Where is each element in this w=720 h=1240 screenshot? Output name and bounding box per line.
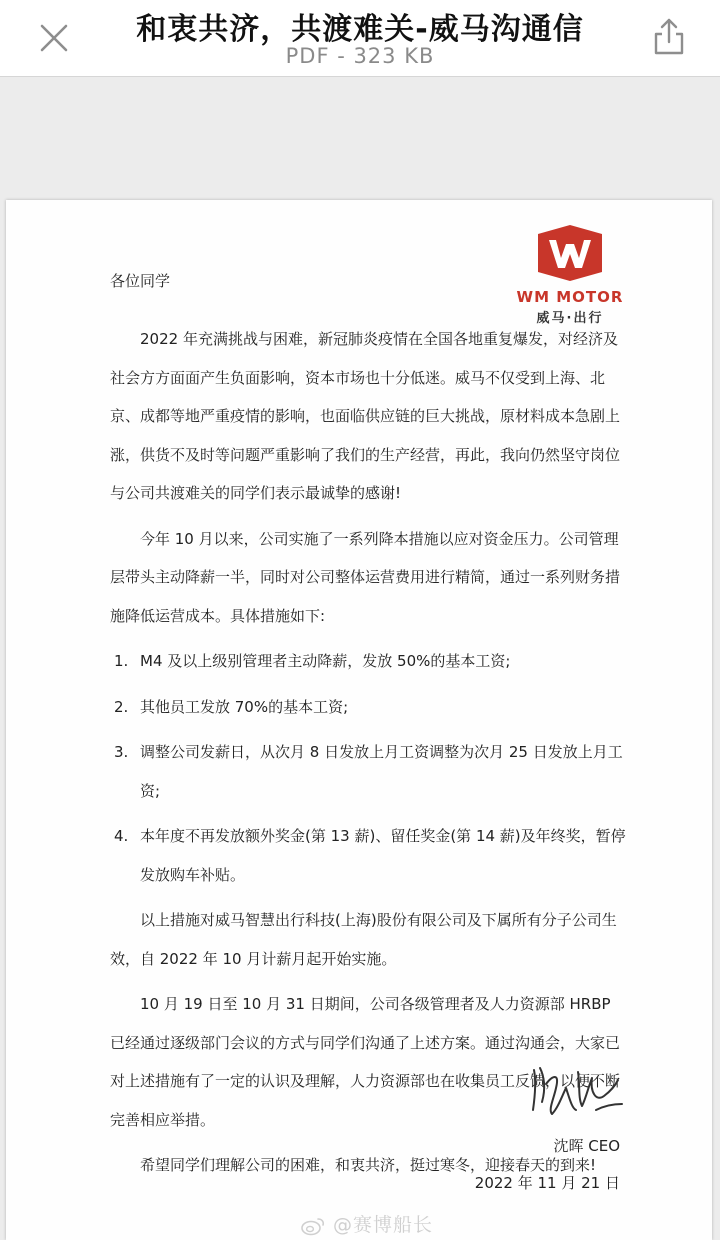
list-number: 4. <box>114 827 129 845</box>
logo-brand-text: WM MOTOR <box>516 288 624 306</box>
share-button[interactable] <box>652 16 686 56</box>
letter-paragraph: 希望同学们理解公司的困难，和衷共济，挺过寒冬，迎接春天的到来! <box>140 1156 597 1174</box>
letter-date: 2022 年 11 月 21 日 <box>474 1174 620 1192</box>
weibo-icon <box>300 1216 326 1236</box>
list-number: 1. <box>114 652 129 670</box>
letter-paragraph: 2022 年充满挑战与困难，新冠肺炎疫情在全国各地重复爆发，对经济及社会方方面面产生负面影响，资本市场也十分低迷。威马不仅受到上海、北京、成都等地严重疫情的影响，也面临供应链的巨大挑战，原材料成本急剧上涨，供货不及时等问题严重影响了我们的生产经营，再此，我向仍然坚守岗位与公司共渡难关的同学们表示最诚挚的感谢! <box>110 330 621 502</box>
measure-list-item <box>110 642 630 681</box>
share-icon <box>652 16 686 56</box>
letter-paragraph: 10 月 19 日至 10 月 31 日期间，公司各级管理者及人力资源部 HRBP 已经通过逐级部门会议的方式与同学们沟通了上述方案。通过沟通会，大家已对上述措施有了一定的认识及理解，人力资源部也在收集员工反馈，以便不断完善相应举措。 <box>110 995 621 1129</box>
company-logo <box>510 224 630 326</box>
handwritten-signature <box>526 1058 626 1122</box>
list-text: 本年度不再发放额外奖金(第 13 薪)、留任奖金(第 14 薪)及年终奖，暂停发放购车补贴。 <box>140 827 626 884</box>
document-title: 和衷共济，共渡难关-威马沟通信 <box>136 12 584 47</box>
watermark <box>300 1210 433 1237</box>
list-number: 2. <box>114 697 129 716</box>
top-bar <box>0 0 720 77</box>
logo-tagline: 威马·出行 <box>536 311 604 326</box>
letter-paragraph: 以上措施对威马智慧出行科技(上海)股份有限公司及下属所有分子公司生效，自 2022 年 10 月计薪月起开始实施。 <box>110 911 617 968</box>
measure-list-item <box>110 688 630 727</box>
close-button[interactable] <box>36 20 72 56</box>
list-number: 3. <box>114 743 129 761</box>
list-text: 其他员工发放 70%的基本工资; <box>140 697 349 716</box>
close-icon <box>36 20 72 56</box>
list-text: 调整公司发薪日，从次月 8 日发放上月工资调整为次月 25 日发放上月工资; <box>140 743 623 800</box>
signer-name: 沈晖 CEO <box>553 1137 620 1155</box>
document-file-info: PDF - 323 KB <box>285 44 435 68</box>
letter-salutation: 各位同学 <box>110 272 171 290</box>
measure-list-item <box>110 817 630 894</box>
letter-paragraph: 今年 10 月以来，公司实施了一系列降本措施以应对资金压力。公司管理层带头主动降薪一半，同时对公司整体运营费用进行精简，通过一系列财务措施降低运营成本。具体措施如下: <box>110 529 621 625</box>
list-text: M4 及以上级别管理者主动降薪，发放 50%的基本工资; <box>140 652 511 670</box>
pdf-page[interactable] <box>6 200 712 1240</box>
measure-list-item <box>110 733 630 810</box>
watermark-text: @赛博船长 <box>333 1214 434 1236</box>
wm-motor-logo-icon <box>535 224 605 282</box>
